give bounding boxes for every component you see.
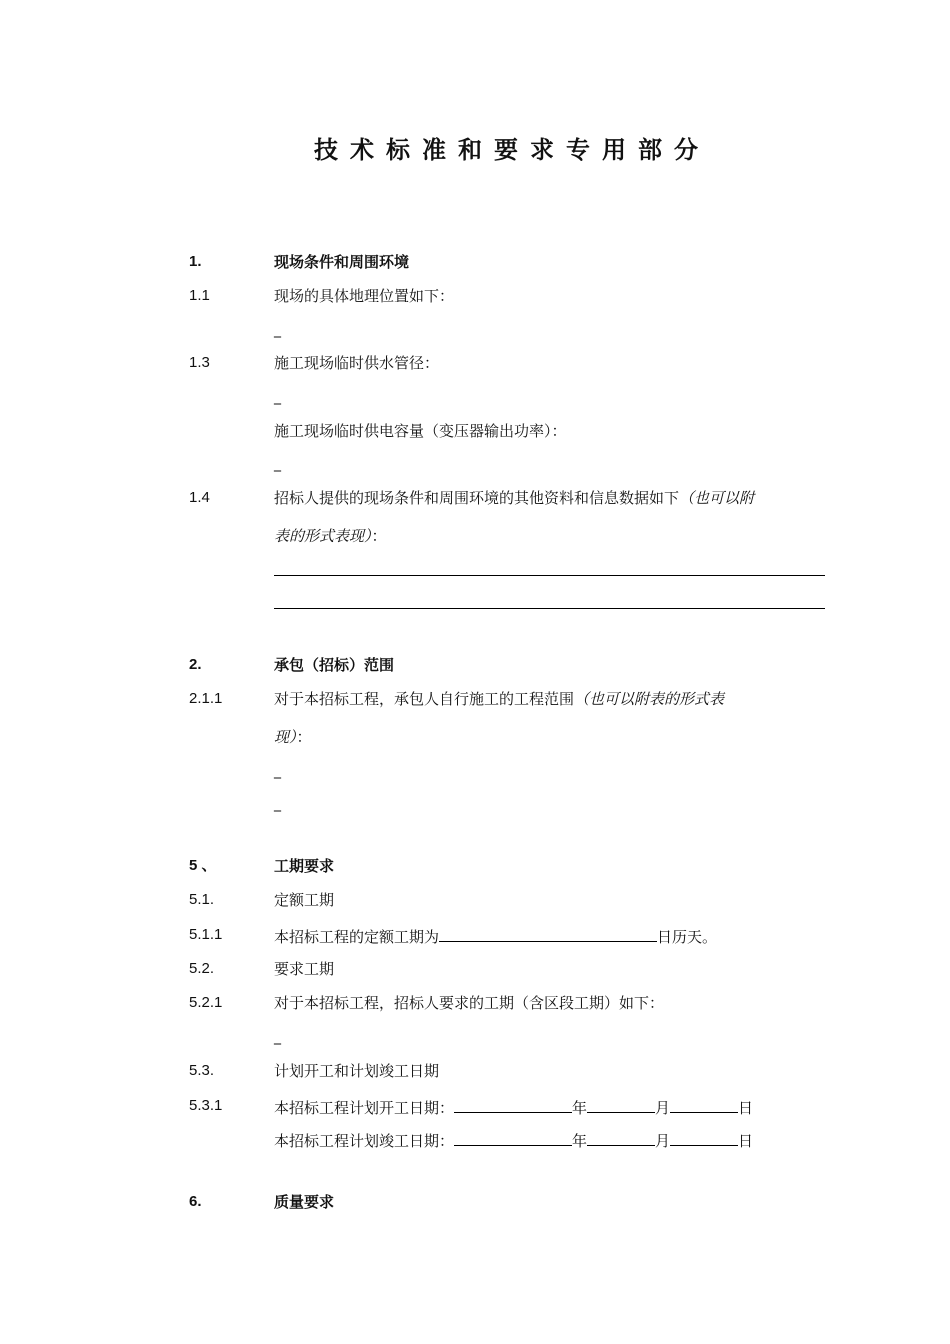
day-blank[interactable] (670, 1096, 738, 1113)
year-blank[interactable] (454, 1096, 572, 1113)
fill-in-line (274, 575, 825, 576)
month-blank[interactable] (587, 1129, 655, 1146)
year-blank[interactable] (454, 1129, 572, 1146)
page-title: 技术标准和要求专用部分 (314, 136, 710, 164)
day-blank[interactable] (670, 1129, 738, 1146)
month-blank[interactable] (587, 1096, 655, 1113)
fill-in-blank[interactable] (439, 925, 657, 942)
fill-in-line (274, 608, 825, 609)
